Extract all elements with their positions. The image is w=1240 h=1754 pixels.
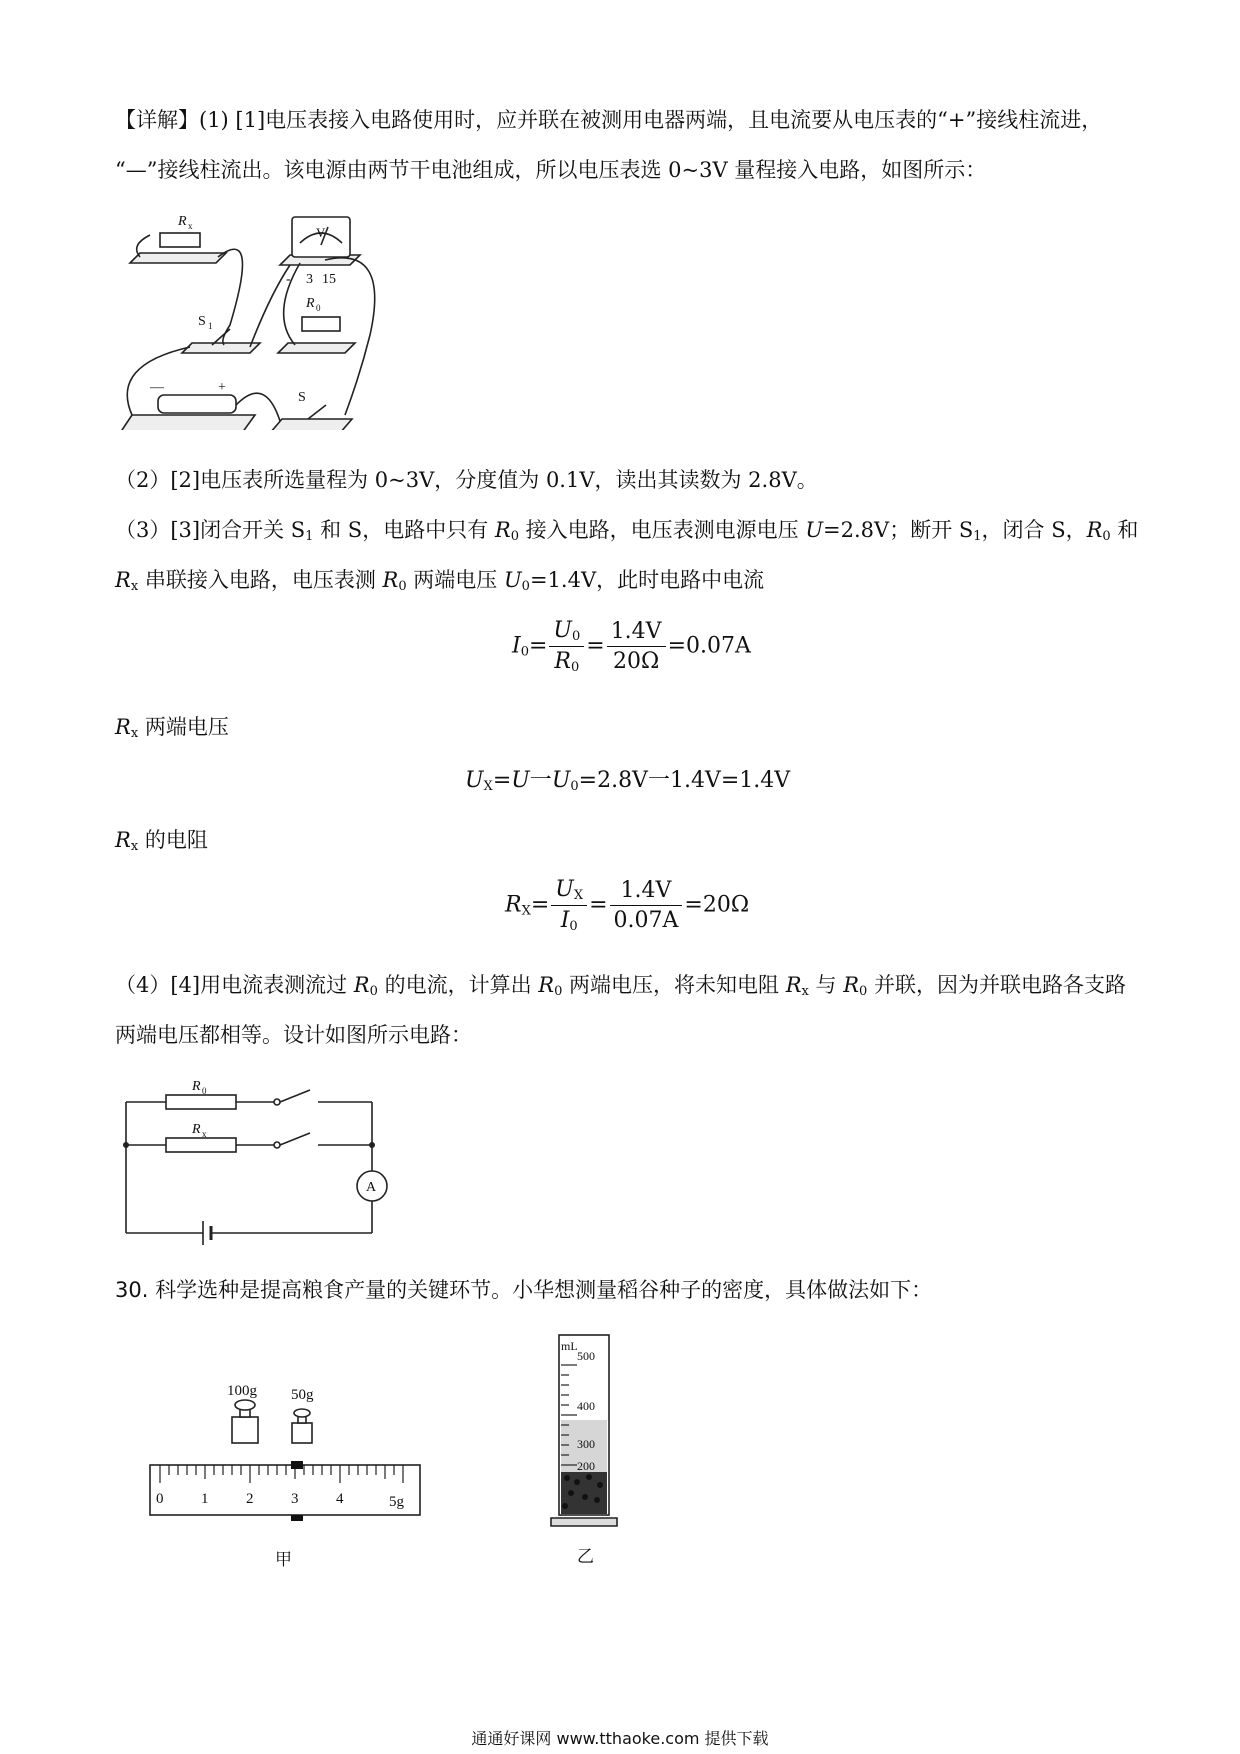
fig1-s1-sub: 1: [208, 321, 213, 331]
fig1-minus-terminal: —: [150, 380, 164, 395]
scale-tick-4: 4: [336, 1491, 344, 1507]
question-30: 30. 科学选种是提高粮食产量的关键环节。小华想测量稻谷种子的密度，具体做法如下：: [115, 1278, 933, 1302]
fig1-15: 15: [322, 272, 336, 287]
label-rx: $R_x$ 的电阻: [115, 828, 208, 854]
fig1-minus: -: [286, 272, 291, 287]
equation-voltage: $U_X=U$一$U_0=2.8V$一1.4V=1.4V: [465, 768, 791, 794]
ammeter-label: A: [366, 1180, 377, 1195]
scale-tick-0: 0: [156, 1491, 164, 1507]
para1-line1: 【详解】(1) [1]电压表接入电路使用时，应并联在被测用电器两端，且电流要从电压表的“+”接线柱流进，: [115, 108, 1103, 132]
fig2-r0-sub: 0: [202, 1086, 207, 1096]
cylinder-mark-300: 300: [577, 1437, 595, 1451]
circuit-photo-figure: [120, 205, 420, 430]
para4-line2: 两端电压都相等。设计如图所示电路：: [115, 1023, 472, 1047]
para1-line2: “—”接线柱流出。该电源由两节干电池组成，所以电压表选 0~3V 量程接入电路，如图所示：: [115, 158, 987, 182]
para3-line2: $R_x$ 串联接入电路，电压表测 $R_0$ 两端电压 $U_0=1.4V$，此时电路中电流: [115, 568, 765, 594]
fig2-rx-sub: x: [202, 1129, 207, 1139]
balance-scale-figure: [145, 1375, 435, 1575]
scale-tick-2: 2: [246, 1491, 254, 1507]
cylinder-mark-500: 500: [577, 1349, 595, 1363]
fig2-r0-label: R: [192, 1079, 201, 1094]
para2: （2）[2]电压表所选量程为 0~3V，分度值为 0.1V，读出其读数为 2.8V。: [115, 468, 818, 492]
para3-line1: （3）[3]闭合开关 $S_1$ 和 S，电路中只有 $R_0$ 接入电路，电压表测电源电压 U=2.8V；断开 $S_1$，闭合 S，$R_0$ 和: [115, 518, 1139, 544]
fig1-s1-label: S: [198, 314, 206, 329]
fig1-r0-label: R: [306, 296, 315, 311]
fig2-rx-label: R: [192, 1122, 201, 1137]
scale-tick-1: 1: [201, 1491, 209, 1507]
scale-tick-3: 3: [291, 1491, 299, 1507]
fig1-s-label: S: [298, 390, 306, 405]
cylinder-mark-400: 400: [577, 1399, 595, 1413]
fig1-rx-label: R: [178, 214, 187, 229]
scale-tick-5g: 5g: [389, 1494, 404, 1510]
fig1-rx-sub: x: [188, 221, 193, 231]
circuit-schematic-figure: [118, 1068, 398, 1248]
fig1-plus-terminal: +: [218, 380, 226, 395]
figure-yi-caption: 乙: [577, 1547, 594, 1566]
weight-50g-label: 50g: [291, 1387, 314, 1403]
equation-resistance: $R_X=$ $\frac{U_X}{I_0}$ = $\frac{1.4V}{0.07A}$ =20Ω: [505, 877, 750, 934]
fig1-3: 3: [306, 272, 313, 287]
label-ux: $R_x$ 两端电压: [115, 715, 229, 741]
page-footer: 通通好课网 www.tthaoke.com 提供下载: [471, 1729, 769, 1748]
equation-current: $I_0=$ $\frac{U_0}{R_0}$ = $\frac{1.4V}{20\Omega}$ =0.07A: [512, 618, 751, 675]
cylinder-unit-label: mL: [561, 1339, 578, 1353]
cylinder-mark-200: 200: [577, 1459, 595, 1473]
fig1-r0-sub: 0: [316, 303, 321, 313]
figure-jia-caption: 甲: [275, 1550, 292, 1569]
fig1-v-label: V: [316, 225, 326, 240]
weight-100g-label: 100g: [227, 1383, 257, 1399]
para4-line1: （4）[4]用电流表测流过 $R_0$ 的电流，计算出 $R_0$ 两端电压，将未知电阻 $R_x$ 与 $R_0$ 并联，因为并联电路各支路: [115, 973, 1126, 999]
graduated-cylinder-figure: [545, 1330, 655, 1580]
